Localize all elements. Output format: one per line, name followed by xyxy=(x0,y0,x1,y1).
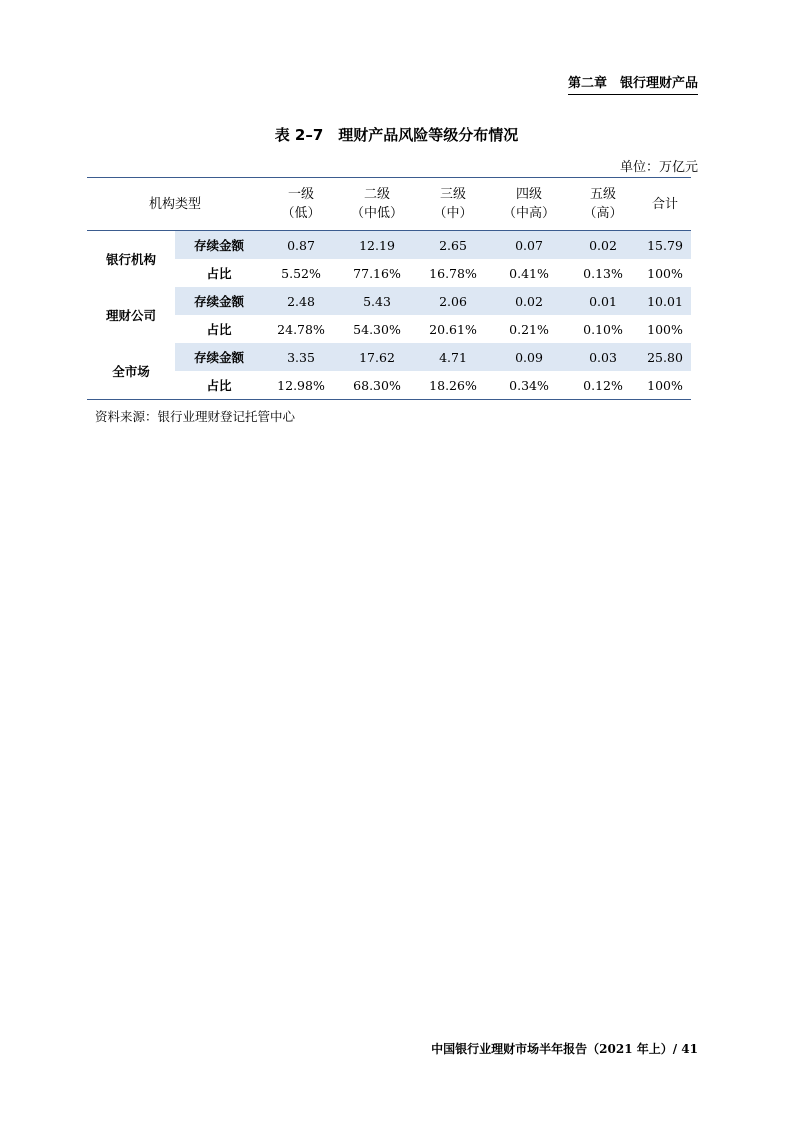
table-cell: 0.02 xyxy=(491,287,567,315)
metric-label: 存续金额 xyxy=(175,343,263,371)
table-cell: 0.12% xyxy=(567,371,639,400)
institution-bank: 银行机构 xyxy=(87,231,175,288)
table-cell: 5.52% xyxy=(281,265,321,281)
institution-wealth-company: 理财公司 xyxy=(87,287,175,343)
table-cell: 17.62 xyxy=(339,343,415,371)
table-cell: 0.34% xyxy=(491,371,567,400)
table-row xyxy=(87,259,691,287)
header-level-2-name: 二级 xyxy=(364,187,391,202)
metric-label: 占比 xyxy=(206,322,232,337)
table-cell: 54.30% xyxy=(353,321,401,337)
table-cell: 2.06 xyxy=(415,287,491,315)
table-cell: 4.71 xyxy=(415,343,491,371)
table-cell: 20.61% xyxy=(429,321,477,337)
table-cell: 0.09 xyxy=(491,343,567,371)
risk-distribution-table xyxy=(87,177,691,400)
header-level-4-desc: （中高） xyxy=(503,206,556,221)
header-level-2-desc: （中低） xyxy=(351,206,404,221)
table-cell: 0.41% xyxy=(509,265,549,281)
header-level-4-name: 四级 xyxy=(516,187,543,202)
table-cell: 25.80 xyxy=(639,343,691,371)
table-cell: 100% xyxy=(647,265,683,281)
table-cell: 24.78% xyxy=(277,321,325,337)
table-cell: 0.07 xyxy=(491,231,567,260)
table-cell: 16.78% xyxy=(429,265,477,281)
header-level-1-name: 一级 xyxy=(288,187,315,202)
header-level-1 xyxy=(263,178,339,231)
table-cell: 0.10% xyxy=(583,321,623,337)
table-row xyxy=(87,231,691,260)
table-cell: 12.98% xyxy=(263,371,339,400)
header-level-3 xyxy=(415,178,491,231)
metric-label: 存续金额 xyxy=(175,287,263,315)
table-cell: 12.19 xyxy=(339,231,415,260)
table-title: 表 2–7 理财产品风险等级分布情况 xyxy=(274,126,519,144)
header-total: 合计 xyxy=(639,178,691,231)
header-level-5-desc: （高） xyxy=(583,206,623,221)
table-cell: 0.87 xyxy=(263,231,339,260)
header-level-2 xyxy=(339,178,415,231)
unit-label: 单位：万亿元 xyxy=(619,160,698,175)
page-footer: 中国银行业理财市场半年报告（2021 年上）/ 41 xyxy=(431,1042,698,1056)
table-cell: 77.16% xyxy=(353,265,401,281)
table-cell: 0.03 xyxy=(567,343,639,371)
metric-label: 占比 xyxy=(206,266,232,281)
table-cell: 68.30% xyxy=(339,371,415,400)
table-cell: 0.01 xyxy=(567,287,639,315)
header-level-5 xyxy=(567,178,639,231)
table-cell: 15.79 xyxy=(639,231,691,260)
table-cell: 5.43 xyxy=(339,287,415,315)
table-row xyxy=(87,371,691,400)
chapter-header: 第二章 银行理财产品 xyxy=(568,72,698,95)
header-institution-type: 机构类型 xyxy=(87,178,263,231)
table-cell: 10.01 xyxy=(639,287,691,315)
table-cell: 0.21% xyxy=(509,321,549,337)
table-row xyxy=(87,287,691,315)
table-cell: 18.26% xyxy=(415,371,491,400)
header-row xyxy=(87,178,691,231)
table-cell: 0.13% xyxy=(583,265,623,281)
source-note: 资料来源：银行业理财登记托管中心 xyxy=(95,409,296,424)
table-cell: 3.35 xyxy=(263,343,339,371)
header-level-1-desc: （低） xyxy=(281,206,321,221)
table-cell: 100% xyxy=(639,371,691,400)
table-row xyxy=(87,343,691,371)
header-level-3-name: 三级 xyxy=(440,187,467,202)
table-cell: 0.02 xyxy=(567,231,639,260)
header-level-4 xyxy=(491,178,567,231)
institution-whole-market: 全市场 xyxy=(87,343,175,400)
table-cell: 100% xyxy=(647,321,683,337)
header-level-3-desc: （中） xyxy=(433,206,473,221)
metric-label: 存续金额 xyxy=(175,231,263,260)
table-row xyxy=(87,315,691,343)
metric-label: 占比 xyxy=(175,371,263,400)
table-cell: 2.65 xyxy=(415,231,491,260)
header-level-5-name: 五级 xyxy=(590,187,617,202)
table-cell: 2.48 xyxy=(263,287,339,315)
